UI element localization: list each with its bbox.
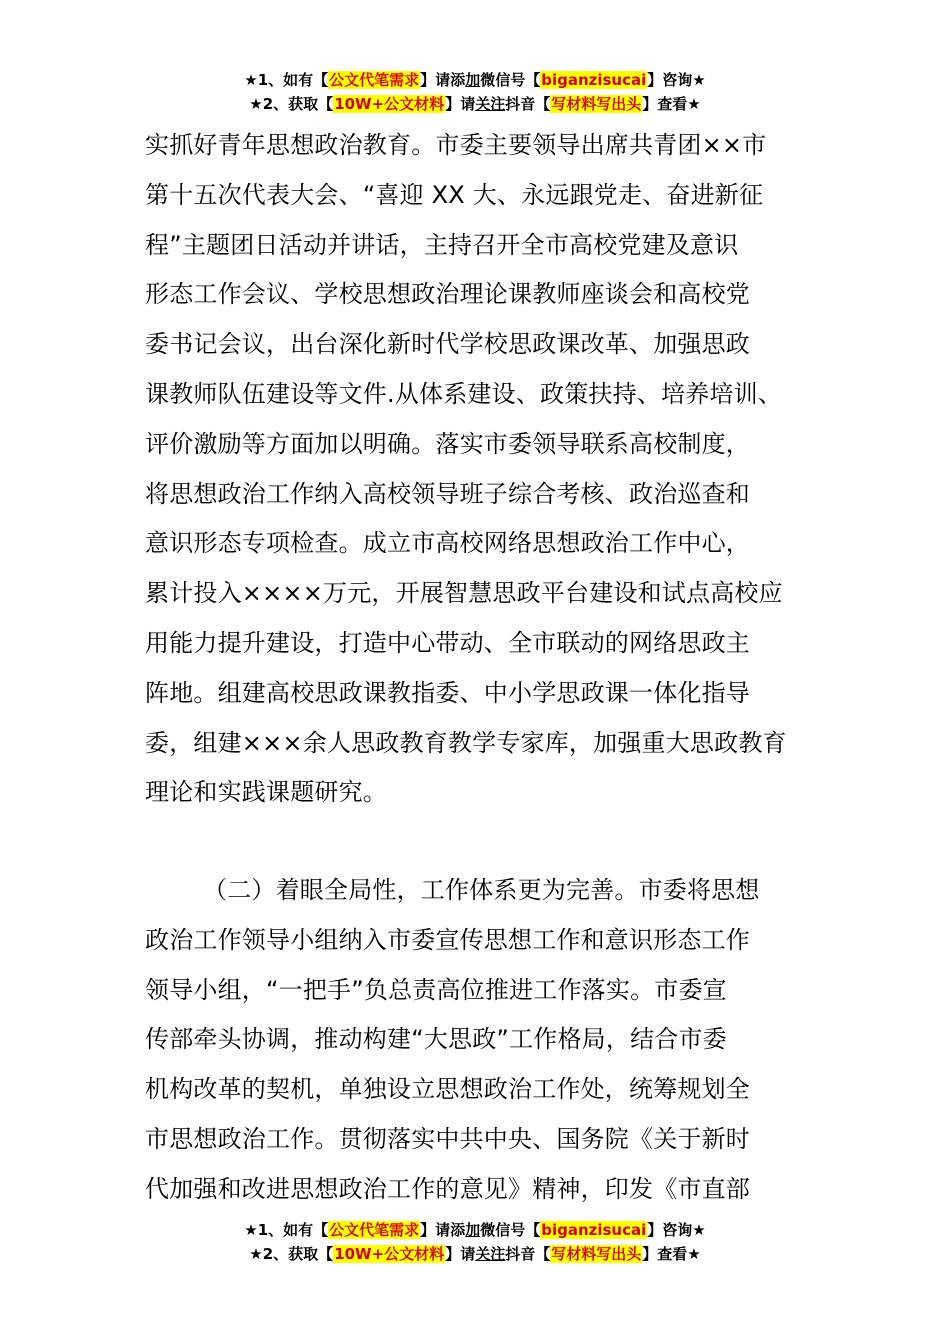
- header-banner: [0, 68, 950, 116]
- banner-emphasis: 关注: [475, 1245, 506, 1263]
- banner-emphasis: 加: [465, 1221, 481, 1239]
- banner-highlight: 公文代笔需求: [329, 1221, 420, 1239]
- banner-text: 】查看★: [642, 95, 701, 113]
- text-line: 形态工作会议、学校思想政治理论课教师座谈会和高校党: [145, 280, 750, 309]
- text-line: 累计投入××××万元，开展智慧思政平台建设和试点高校应: [145, 579, 783, 608]
- banner-line-1: [0, 1218, 950, 1242]
- text-line: 阵地。组建高校思政课教指委、中小学思政课一体化指导: [145, 678, 750, 707]
- text-line: 领导小组，“一把手”负总责高位推进工作落实。市委宣: [145, 975, 727, 1004]
- text-line: 意识形态专项检查。成立市高校网络思想政治工作中心，: [145, 529, 750, 558]
- text-line: 评价激励等方面加以明确。落实市委领导联系高校制度，: [145, 429, 750, 458]
- text-line: 实抓好青年思想政治教育。市委主要领导出席共青团××市: [145, 131, 767, 159]
- banner-line-2: [0, 92, 950, 116]
- banner-emphasis: 加: [465, 71, 481, 89]
- banner-text: ★1、如有【: [244, 1221, 329, 1239]
- text-line: 市思想政治工作。贯彻落实中共中央、国务院《关于新时: [145, 1124, 750, 1153]
- text-line: 政治工作领导小组纳入市委宣传思想工作和意识形态工作: [145, 925, 750, 954]
- banner-text: 】查看★: [642, 1245, 701, 1263]
- text-line: 委书记会议，出台深化新时代学校思政课改革、加强思政: [145, 330, 750, 359]
- paragraph-1: [145, 121, 825, 818]
- banner-text: 】请添: [420, 71, 466, 89]
- text-line: 传部牵头协调，推动构建“大思政”工作格局，结合市委: [145, 1025, 727, 1054]
- banner-line-1: [0, 68, 950, 92]
- banner-text: ★2、获取【: [249, 95, 334, 113]
- text-line: 程”主题团日活动并讲话，主持召开全市高校党建及意识: [145, 230, 739, 259]
- paragraph-2: [145, 866, 825, 1215]
- banner-highlight: 写材料写出头: [551, 1245, 642, 1263]
- banner-text: 】请: [445, 1245, 476, 1263]
- text-line: 第十五次代表大会、“喜迎 XX 大、永远跟党走、奋进新征: [145, 180, 764, 209]
- banner-text: ★2、获取【: [249, 1245, 334, 1263]
- banner-text: 】请添: [420, 1221, 466, 1239]
- banner-line-2: [0, 1242, 950, 1266]
- text-line: 机构改革的契机，单独设立思想政治工作处，统筹规划全: [145, 1075, 750, 1104]
- banner-text: 】请: [445, 95, 476, 113]
- banner-text: 抖音【: [505, 1245, 551, 1263]
- text-line: 将思想政治工作纳入高校领导班子综合考核、政治巡查和: [145, 479, 750, 508]
- banner-text: 微信号【: [480, 71, 541, 89]
- text-line: 委，组建×××余人思政教育教学专家库，加强重大思政教育: [145, 728, 787, 757]
- banner-text: 抖音【: [505, 95, 551, 113]
- text-line: 代加强和改进思想政治工作的意见》精神，印发《市直部: [145, 1174, 750, 1203]
- text-line: 课教师队伍建设等文件.从体系建设、政策扶持、培养培训、: [145, 379, 783, 408]
- banner-highlight: biganzisucai: [541, 71, 647, 89]
- banner-highlight: biganzisucai: [541, 1221, 647, 1239]
- banner-text: 】咨询★: [647, 71, 706, 89]
- text-line: 用能力提升建设，打造中心带动、全市联动的网络思政主: [145, 628, 750, 657]
- text-line: （二）着眼全局性，工作体系更为完善。市委将思想: [203, 876, 760, 904]
- banner-highlight: 公文代笔需求: [329, 71, 420, 89]
- banner-text: 】咨询★: [647, 1221, 706, 1239]
- banner-emphasis: 关注: [475, 95, 506, 113]
- banner-text: ★1、如有【: [244, 71, 329, 89]
- footer-banner: [0, 1218, 950, 1266]
- banner-highlight: 写材料写出头: [551, 95, 642, 113]
- banner-text: 微信号【: [480, 1221, 541, 1239]
- banner-highlight: 10W+公文材料: [334, 95, 445, 113]
- banner-highlight: 10W+公文材料: [334, 1245, 445, 1263]
- text-line: 理论和实践课题研究。: [145, 778, 387, 807]
